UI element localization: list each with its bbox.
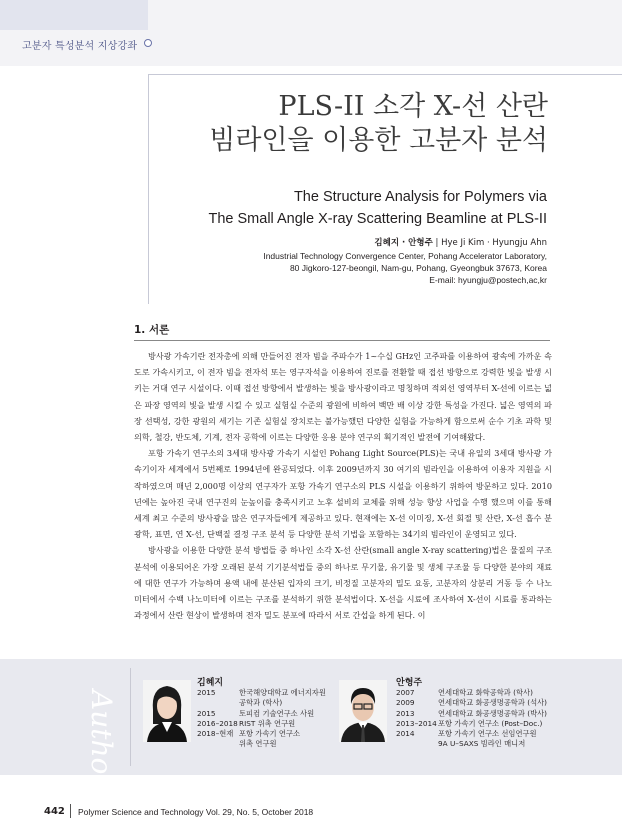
bio-row: 2015 한국해양대학교 에너지자원 <box>197 688 326 697</box>
paragraph: 포항 가속기 연구소의 3세대 방사광 가속기 시설인 Pohang Light Source(PLS)는 국내 유일의 3세대 방사광 가속기이자 세계에서 5번째로 1994년에 완공되었다. 이후 2009년까지 30 여기의 빔라인을 이용하여 이용자 지원을 시작하였으며 매년 2,000명 이상의 연구자가 포항 가속기 연구소의 PLS 시설을 이용하기 위하여 방문하고 있다. 2010년에는 높아진 국내 연구진의 눈높이를 충족시키고 노후 설비의 교체를 위해 성능 향상 사업을 수행 했으며 이를 통해 세계 최고 수준의 방사광을 많은 연구자들에게 제공하고 있다. 현재에는 X-선 이미징, X-선 회절 및 산란, X-선 흡수 분광학, 표면, 연 X-선, 단백질 결정 구조 분석 등 다양한 분석 기법을 포함하는 34기의 빔라인이 운영되고 있다. <box>134 448 552 540</box>
english-title-line2: The Small Angle X-ray Scattering Beamline at PLS-II <box>208 211 547 227</box>
author2-name: 안형주 <box>396 678 423 688</box>
english-title <box>209 186 548 230</box>
affiliation <box>263 250 547 286</box>
bio-row: 2015 토피컴 기술연구소 사원 <box>197 708 315 718</box>
journal-info: Polymer Science and Technology Vol. 29, No. 5, October 2018 <box>78 807 314 817</box>
affiliation-line2: 80 Jigkoro-127-beongil, Nam-gu, Pohang, Gyeongbuk 37673, Korea <box>289 263 547 273</box>
bio-row: 2018–현재 포항 가속기 연구소 <box>197 729 301 739</box>
affiliation-line1: Industrial Technology Convergence Center, Pohang Accelerator Laboratory, <box>263 251 547 261</box>
email: E-mail: hyungju@postech,ac,kr <box>429 275 547 285</box>
bio-row: 2016–2018 RIST 위촉 연구원 <box>197 718 296 728</box>
author1-photo <box>143 680 191 742</box>
author-separator: | <box>435 238 442 248</box>
section-heading: 1. 서론 <box>134 324 170 336</box>
section-rule <box>134 340 550 341</box>
author-names <box>374 236 547 248</box>
bio-row: 2014 포항 가속기 연구소 선임연구원 <box>396 729 537 739</box>
author-names-korean: 김혜지 · 안형주 <box>374 238 433 248</box>
paragraph: 방사광을 이용한 다양한 분석 방법들 중 하나인 소각 X-선 산란(small angle X-ray scattering)법은 물질의 구조 분석에 이용되어온 가장 오래된 분석 기기분석법들 중의 하나로 무기물, 유기물 및 생체 구조물 등 다양한 분야의 재료에 대한 연구가 가능하며 용액 내에 분산된 입자의 크기, 비정질 고분자의 밀도 요동, 고분자의 상분리 거동 등 수 나노미터에서 수백 나노미터에 이르는 구조를 분석하기 위한 분석법이다. X-선을 시료에 조사하여 X-선이 시료를 통과하는 과정에서 산란 현상이 발생하며 전자 밀도 분포에 따라서 서로 간섭을 하게 된다. 이 <box>134 545 552 621</box>
circle-bullet-icon <box>144 39 152 47</box>
page-number: 442 <box>44 806 65 817</box>
body-text <box>134 348 552 623</box>
author-names-english: Hye Ji Kim · Hyungju Ahn <box>441 238 547 248</box>
bio-row: 2007 연세대학교 화학공학과 (학사) <box>396 688 533 697</box>
author-label-text: Author <box>85 690 118 788</box>
author2-photo <box>339 680 387 742</box>
author1-name: 김혜지 <box>197 678 224 688</box>
bio-row: 위촉 연구원 <box>239 739 277 749</box>
bio-row: 2013–2014 포항 가속기 연구소 (Post–Doc.) <box>396 718 543 728</box>
bio-row: 9A U–SAXS 빔라인 매니저 <box>438 739 526 749</box>
author-box-rule <box>130 668 131 766</box>
author2-bio <box>396 688 547 750</box>
header-stripe <box>0 0 148 30</box>
korean-title-line1: PLS-II 소각 X-선 산란 <box>278 91 548 122</box>
author1-bio <box>197 688 326 750</box>
english-title-line1: The Structure Analysis for Polymers via <box>293 189 547 205</box>
title-rule <box>148 74 622 75</box>
author-label <box>70 690 130 788</box>
korean-title-line2: 빔라인을 이용한 고분자 분석 <box>209 125 548 156</box>
paragraph: 방사광 가속기란 전자총에 의해 만들어진 전자 빔을 주파수가 1~수십 GHz인 고주파를 이용하여 광속에 가까운 속도로 가속시키고, 이 전자 빔을 전자석 또는 영구자석을 이용하여 진로를 전환할 때 접선 방향으로 강력한 빛을 발생 시키는 거대 연구 시설이다. 이때 접선 방향에서 발생하는 빛을 방사광이라고 명칭하며 적외선 영역부터 X-선에 이르는 넓은 파장 영역의 빛을 발생 시킬 수 있고 실험실 수준의 광원에 비하여 백만 배 이상 강한 특성을 가진다. 넓은 영역의 파장 선택성, 강한 광원의 세기는 기존 실험실 장치로는 불가능했던 다양한 실험을 가능하게 함으로써 순수 기초 과학 및 의학, 철강, 반도체, 기계, 전자 공학에 이르는 다양한 응용 분야 연구의 획기적인 발전에 기여해왔다. <box>134 351 552 443</box>
bio-row: 2013 연세대학교 화공생명공학과 (박사) <box>396 708 548 718</box>
bio-row: 공학과 (학사) <box>239 698 283 708</box>
title-vertical-rule <box>148 74 149 304</box>
series-label: 고분자 특성분석 지상강좌 <box>22 41 138 52</box>
footer-separator <box>70 804 71 818</box>
bio-row: 2009 연세대학교 화공생명공학과 (석사) <box>396 698 548 708</box>
korean-title <box>209 90 548 158</box>
